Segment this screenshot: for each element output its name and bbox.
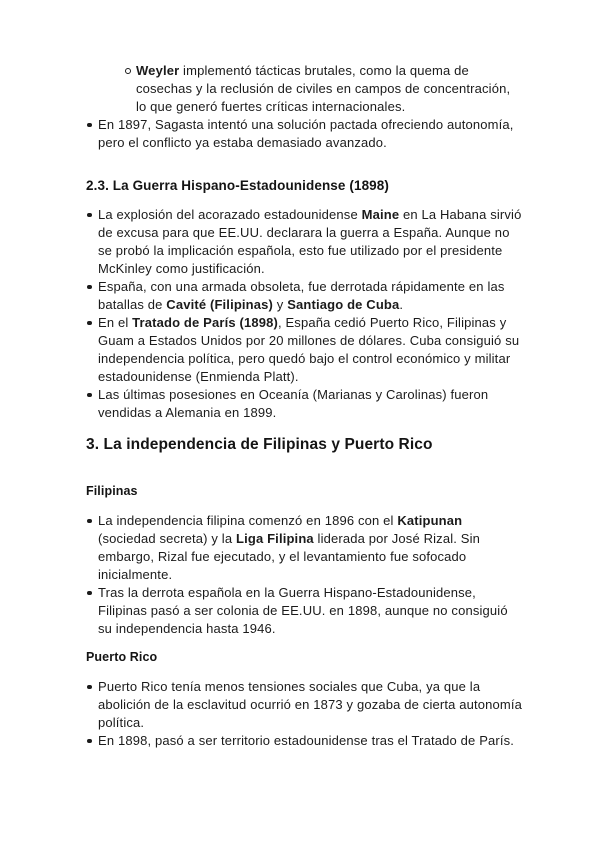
bullet-item [86,512,523,584]
bullet-item [86,584,523,638]
bullet-text: Las últimas posesiones en Oceanía (Marianas y Carolinas) fueron vendidas a Alemania en 1899. [98,387,489,420]
bullet-text: España, con una armada obsoleta, fue derrotada rápidamente en las batallas de Cavité (Filipinas) y Santiago de Cuba. [98,279,505,312]
bullet-item [86,278,523,314]
bullet-text: La independencia filipina comenzó en 1896 con el Katipunan (sociedad secreta) y la Liga Filipina liderada por José Rizal. Sin embargo, Rizal fue ejecutado, y el levantamiento fue sofocado inicialmente. [98,513,481,582]
bullet-text: Tras la derrota española en la Guerra Hispano-Estadounidense, Filipinas pasó a ser colonia de EE.UU. en 1898, aunque no consiguió su independencia hasta 1946. [98,585,508,636]
bullet-icon [87,739,92,744]
bullet-icon [87,321,92,326]
subheading-puerto-rico: Puerto Rico [86,650,158,664]
bullet-text: En el Tratado de París (1898), España cedió Puerto Rico, Filipinas y Guam a Estados Unidos por 20 millones de dólares. Cuba consiguió su independencia política, pero quedó bajo el control económico y militar estadounidense (Enmienda Platt). [98,315,520,384]
bullet-text: Puerto Rico tenía menos tensiones sociales que Cuba, ya que la abolición de la esclavitud ocurrió en 1873 y gozaba de cierta autonomía política. [98,679,523,730]
bullet-item [86,732,523,750]
bullet-item [86,678,523,732]
document-content [86,62,523,750]
bullet-icon [87,123,92,128]
bullet-icon [87,519,92,524]
sub-bullet-item [124,62,523,116]
bullet-icon [87,393,92,398]
hollow-bullet-icon [125,68,131,74]
bullet-icon [87,685,92,690]
bullet-text: En 1897, Sagasta intentó una solución pactada ofreciendo autonomía, pero el conflicto ya estaba demasiado avanzado. [98,117,514,150]
bullet-icon [87,213,92,218]
chapter-heading-3: 3. La independencia de Filipinas y Puerto Rico [86,436,433,453]
bullet-item [86,206,523,278]
bullet-text: La explosión del acorazado estadounidense Maine en La Habana sirvió de excusa para que EE.UU. declarara la guerra a España. Aunque no se probó la implicación española, esto fue utilizado por el presidente McKinley como justificación. [98,207,522,276]
bullet-item [86,386,523,422]
bullet-icon [87,591,92,596]
bullet-item [86,314,523,386]
bullet-text: Weyler implementó tácticas brutales, como la quema de cosechas y la reclusión de civiles en campos de concentración, lo que generó fuertes críticas internacionales. [136,63,511,114]
bullet-item [86,116,523,152]
subheading-filipinas: Filipinas [86,484,138,498]
bullet-text: En 1898, pasó a ser territorio estadounidense tras el Tratado de París. [98,733,515,748]
section-heading-2-3: 2.3. La Guerra Hispano-Estadounidense (1898) [86,178,389,193]
bullet-icon [87,285,92,290]
